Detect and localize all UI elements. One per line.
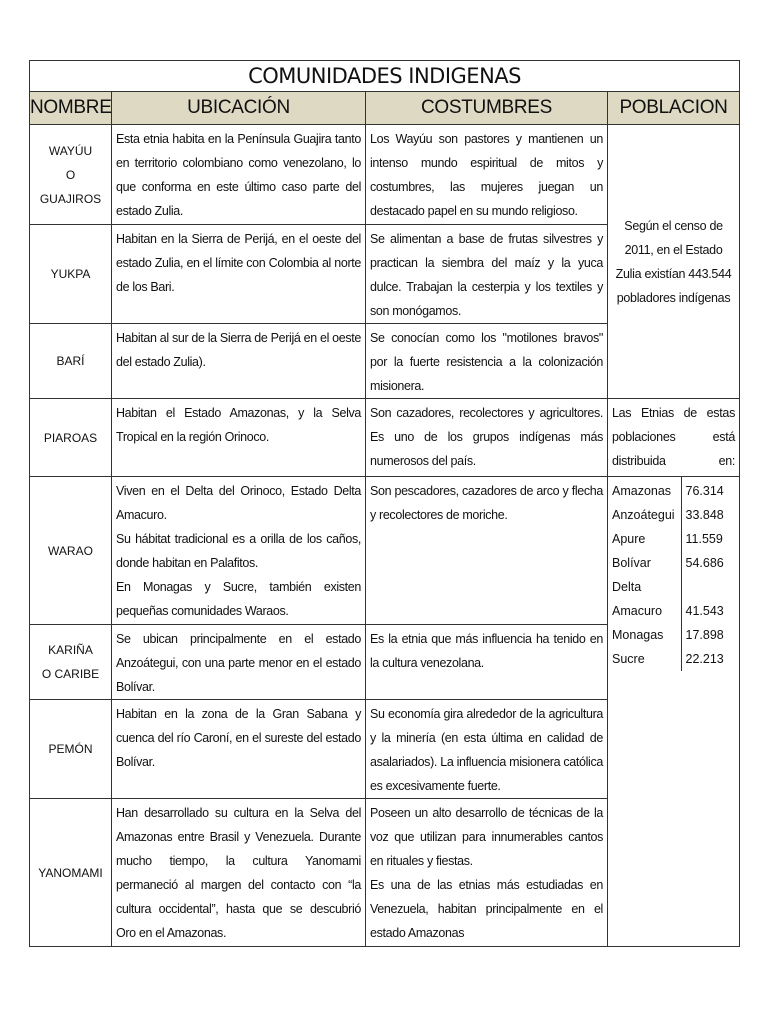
estado-label: Bolívar <box>612 556 651 570</box>
ubicacion-text: Se ubican principalmente en el estado Anzoátegui, con una parte menor en el estado Bolívar. <box>116 632 361 694</box>
ubicacion-text: Habitan el Estado Amazonas, y la Selva Tropical en la región Orinoco. <box>116 406 361 444</box>
costumbres-cell <box>366 477 608 625</box>
header-poblacion: POBLACION <box>608 92 740 125</box>
header-nombre: NOMBRE <box>30 92 112 125</box>
ubicacion-text: Viven en el Delta del Orinoco, Estado Delta Amacuro. <box>116 484 361 522</box>
row-name <box>30 399 112 477</box>
name-line: KARIÑA <box>48 643 93 657</box>
name-line: YUKPA <box>50 267 91 281</box>
estado-col <box>608 477 681 671</box>
estado-label: Delta Amacuro <box>612 580 663 618</box>
row-name <box>30 477 112 625</box>
spacer <box>686 575 736 599</box>
costumbres-text: Son cazadores, recolectores y agricultores. Es uno de los grupos indígenas más numerosos del país. <box>370 406 603 468</box>
ubicacion-text: Su hábitat tradicional es a orilla de los caños, donde habitan en Palafitos. <box>116 532 361 570</box>
costumbres-text: Se alimentan a base de frutas silvestres y practican la siembra del maíz y la yuca dulce. Trabajan la cesterpia y los textiles y son monógamos. <box>370 232 603 318</box>
distribucion-table <box>608 477 739 671</box>
estado-label: Sucre <box>612 652 645 666</box>
estado-valor: 76.314 <box>685 484 724 498</box>
name-line: O <box>65 167 76 182</box>
name-line: PIAROAS <box>43 430 98 445</box>
distribucion-intro: Las Etnias de estas poblaciones está distribuida en: <box>612 406 736 468</box>
ubicacion-cell <box>112 799 366 947</box>
row-name <box>30 225 112 324</box>
name-line: GUAJIROS <box>39 191 102 206</box>
ubicacion-text: Habitan en la zona de la Gran Sabana y cuenca del río Caroní, en el sureste del estado Bolívar. <box>116 707 361 769</box>
communities-table <box>29 60 740 947</box>
ubicacion-cell <box>112 324 366 399</box>
costumbres-cell <box>366 625 608 700</box>
ubicacion-text: Habitan al sur de la Sierra de Perijá en el oeste del estado Zulia). <box>116 331 361 369</box>
costumbres-text: Son pescadores, cazadores de arco y flecha y recolectores de moriche. <box>370 484 603 522</box>
estado-label: Monagas <box>612 628 664 642</box>
costumbres-text: Los Wayúu son pastores y mantienen un intenso mundo espiritual de mitos y costumbres, las mujeres juegan un destacado papel en su mundo religioso. <box>370 132 603 218</box>
costumbres-text: Se conocían como los "motilones bravos" por la fuerte resistencia a la colonización misionera. <box>370 331 603 393</box>
ubicacion-cell <box>112 477 366 625</box>
costumbres-cell <box>366 324 608 399</box>
row-name <box>30 700 112 799</box>
ubicacion-text: Habitan en la Sierra de Perijá, en el oeste del estado Zulia, en el límite con Colombia al norte de los Bari. <box>116 232 361 294</box>
estado-label: Amazonas <box>612 484 672 498</box>
costumbres-text: Su economía gira alrededor de la agricultura y la minería (en esta última en calidad de asalariados). La influencia misionera católica es excesivamente fuerte. <box>370 707 603 793</box>
ubicacion-cell <box>112 700 366 799</box>
name-line: WAYÚU <box>48 143 93 158</box>
valor-col <box>681 477 739 671</box>
estado-label: Apure <box>612 532 646 546</box>
ubicacion-cell <box>112 125 366 225</box>
distribucion-cell <box>608 477 740 947</box>
row-name <box>30 625 112 700</box>
estado-valor: 33.848 <box>685 508 724 522</box>
estado-label: Anzoátegui <box>612 508 675 522</box>
censo-cell <box>608 125 740 399</box>
costumbres-text: Es una de las etnias más estudiadas en Venezuela, habitan principalmente en el estado Amazonas <box>370 878 603 940</box>
document <box>29 60 739 947</box>
name-line: PEMÓN <box>48 742 93 756</box>
name-line: O CARIBE <box>41 667 100 681</box>
ubicacion-cell <box>112 225 366 324</box>
name-line: BARÍ <box>56 354 85 368</box>
costumbres-cell <box>366 700 608 799</box>
distribucion-intro-cell <box>608 399 740 477</box>
row-name <box>30 125 112 225</box>
table-title: COMUNIDADES INDIGENAS <box>30 61 740 92</box>
header-ubicacion: UBICACIÓN <box>112 92 366 125</box>
ubicacion-cell <box>112 625 366 700</box>
estado-valor: 54.686 <box>685 556 724 570</box>
name-line: YANOMAMI <box>38 865 103 880</box>
ubicacion-text: Han desarrollado su cultura en la Selva del Amazonas entre Brasil y Venezuela. Durante mucho tiempo, la cultura Yanomami permaneció al margen del contacto con “la cultura occidental”, hasta que se descubrió Oro en el Amazonas. <box>116 806 361 940</box>
ubicacion-text: Esta etnia habita en la Península Guajira tanto en territorio colombiano como venezolano, lo que conforma en este último caso parte del estado Zulia. <box>116 132 361 218</box>
estado-valor: 22.213 <box>685 652 724 666</box>
row-name <box>30 799 112 947</box>
costumbres-cell <box>366 399 608 477</box>
row-name <box>30 324 112 399</box>
costumbres-cell <box>366 799 608 947</box>
name-line: WARAO <box>48 543 93 558</box>
censo-text: Según el censo de 2011, en el Estado Zulia existían 443.544 pobladores indígenas <box>615 218 732 305</box>
costumbres-cell <box>366 225 608 324</box>
estado-valor: 41.543 <box>685 604 724 618</box>
ubicacion-text: En Monagas y Sucre, también existen pequeñas comunidades Waraos. <box>116 580 361 618</box>
costumbres-text: Poseen un alto desarrollo de técnicas de la voz que utilizan para innumerables cantos en rituales y fiestas. <box>370 806 603 868</box>
header-costumbres: COSTUMBRES <box>366 92 608 125</box>
costumbres-text: Es la etnia que más influencia ha tenido en la cultura venezolana. <box>370 632 603 670</box>
estado-valor: 11.559 <box>685 532 723 546</box>
estado-valor: 17.898 <box>685 628 724 642</box>
costumbres-cell <box>366 125 608 225</box>
ubicacion-cell <box>112 399 366 477</box>
